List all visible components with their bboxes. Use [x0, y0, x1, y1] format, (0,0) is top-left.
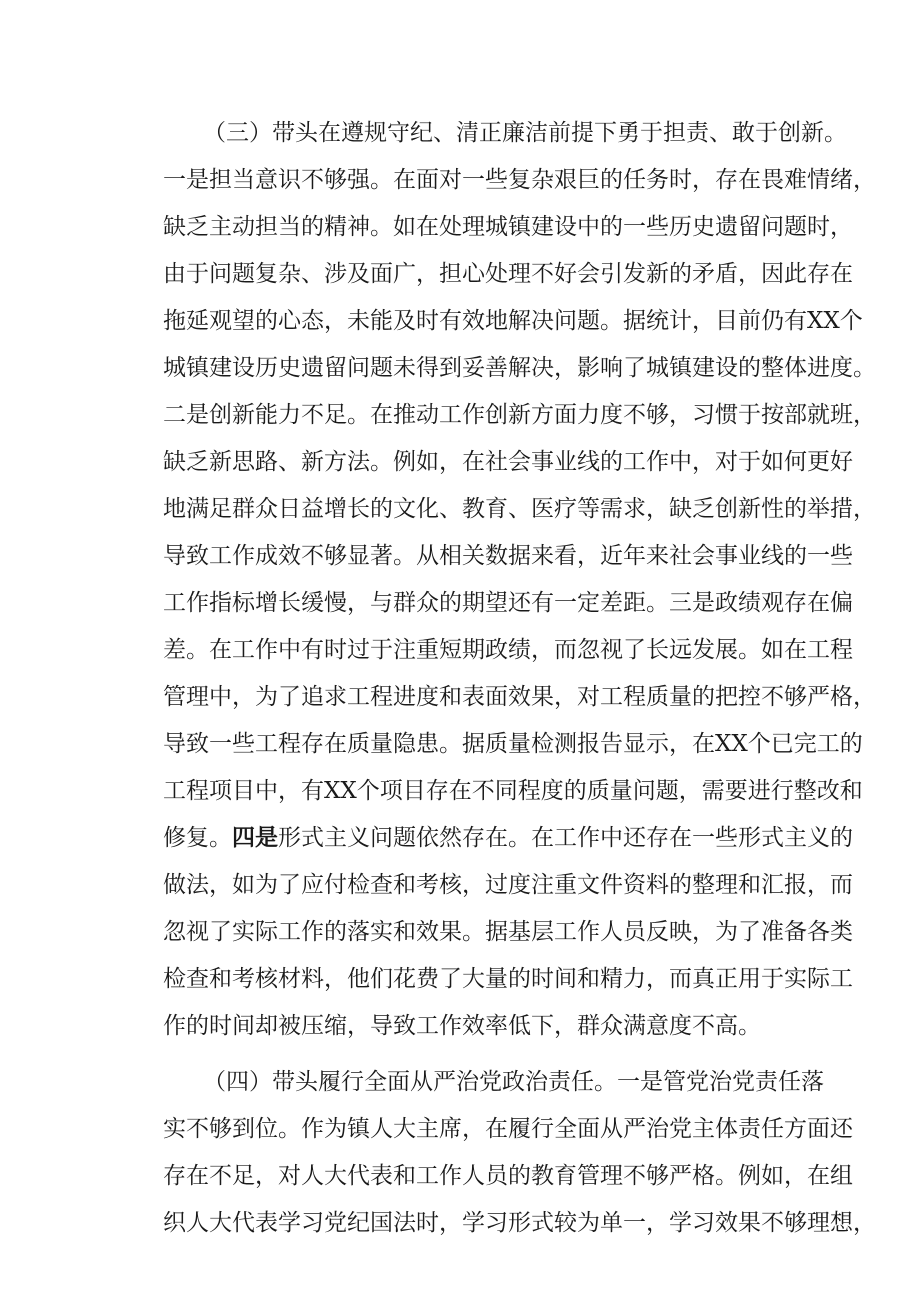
paragraph-3-line — [0, 1006, 920, 1046]
paragraph-3-line — [0, 771, 920, 811]
paragraph-text: 导致工作成效不够显著。从相关数据来看，近年来社会事业线的一些 — [163, 543, 853, 569]
paragraph-text: 二是创新能力不足。在推动工作创新方面力度不够，习惯于按部就班， — [163, 402, 876, 428]
paragraph-3-line — [0, 583, 920, 623]
paragraph-3-line — [0, 724, 920, 764]
paragraph-3-line — [0, 254, 920, 294]
paragraph-3-line — [0, 489, 920, 529]
paragraph-text: 存在不足，对人大代表和工作人员的教育管理不够严格。例如，在组 — [163, 1163, 853, 1189]
paragraph-3-line — [0, 301, 920, 341]
paragraph-3-line — [0, 630, 920, 670]
paragraph-3-line — [0, 207, 920, 247]
paragraph-3-heading-text: （三）带头在遵规守纪、清正廉洁前提下勇于担责、敢于创新。 — [203, 120, 847, 146]
paragraph-3-line — [0, 160, 920, 200]
paragraph-text: 地满足群众日益增长的文化、教育、医疗等需求，缺乏创新性的举措， — [163, 496, 876, 522]
paragraph-text: 缺乏新思路、新方法。例如，在社会事业线的工作中，对于如何更好 — [163, 449, 853, 475]
paragraph-4-line — [0, 1156, 920, 1196]
paragraph-text: 实不够到位。作为镇人大主席，在履行全面从严治党主体责任方面还 — [163, 1116, 853, 1142]
paragraph-text: 城镇建设历史遗留问题未得到妥善解决，影响了城镇建设的整体进度。 — [163, 355, 876, 381]
emphasis-text: 四是 — [232, 824, 278, 851]
paragraph-text: 作的时间却被压缩，导致工作效率低下，群众满意度不高。 — [163, 1013, 761, 1039]
paragraph-text: 由于问题复杂、涉及面广，担心处理不好会引发新的矛盾，因此存在 — [163, 261, 853, 287]
paragraph-3-line — [0, 395, 920, 435]
paragraph-text: 管理中，为了追求工程进度和表面效果，对工程质量的把控不够严格， — [163, 684, 876, 710]
paragraph-4-line — [0, 1109, 920, 1149]
paragraph-3-line — [0, 442, 920, 482]
paragraph-3-line — [0, 348, 920, 388]
paragraph-text: 工程项目中，有XX个项目存在不同程度的质量问题，需要进行整改和 — [163, 778, 863, 804]
paragraph-3-line — [0, 818, 920, 858]
paragraph-3-line — [0, 536, 920, 576]
paragraph-4-line — [0, 1062, 920, 1102]
paragraph-3-line — [0, 959, 920, 999]
paragraph-text: 检查和考核材料，他们花费了大量的时间和精力，而真正用于实际工 — [163, 966, 853, 992]
paragraph-text: 织人大代表学习党纪国法时，学习形式较为单一，学习效果不够理想， — [163, 1210, 876, 1236]
paragraph-text-mixed — [163, 818, 853, 858]
paragraph-text: 忽视了实际工作的落实和效果。据基层工作人员反映，为了准备各类 — [163, 919, 853, 945]
paragraph-text: 工作指标增长缓慢，与群众的期望还有一定差距。三是政绩观存在偏 — [163, 590, 853, 616]
paragraph-3-line — [0, 865, 920, 905]
paragraph-3-line — [0, 912, 920, 952]
paragraph-text: 做法，如为了应付检查和考核，过度注重文件资料的整理和汇报，而 — [163, 872, 853, 898]
paragraph-text: 导致一些工程存在质量隐患。据质量检测报告显示，在XX个已完工的 — [163, 731, 863, 757]
paragraph-text: 形式主义问题依然存在。在工作中还存在一些形式主义的 — [278, 825, 853, 851]
paragraph-text: 缺乏主动担当的精神。如在处理城镇建设中的一些历史遗留问题时， — [163, 214, 853, 240]
paragraph-text: 一是担当意识不够强。在面对一些复杂艰巨的任务时，存在畏难情绪， — [163, 167, 876, 193]
paragraph-text: 差。在工作中有时过于注重短期政绩，而忽视了长远发展。如在工程 — [163, 637, 853, 663]
paragraph-3-line — [0, 677, 920, 717]
paragraph-4-line — [0, 1203, 920, 1243]
paragraph-4-heading-text: （四）带头履行全面从严治党政治责任。一是管党治党责任落 — [203, 1069, 824, 1095]
paragraph-3-line — [0, 113, 920, 153]
paragraph-text: 拖延观望的心态，未能及时有效地解决问题。据统计，目前仍有XX个 — [163, 308, 863, 334]
paragraph-text: 修复。 — [163, 825, 232, 851]
